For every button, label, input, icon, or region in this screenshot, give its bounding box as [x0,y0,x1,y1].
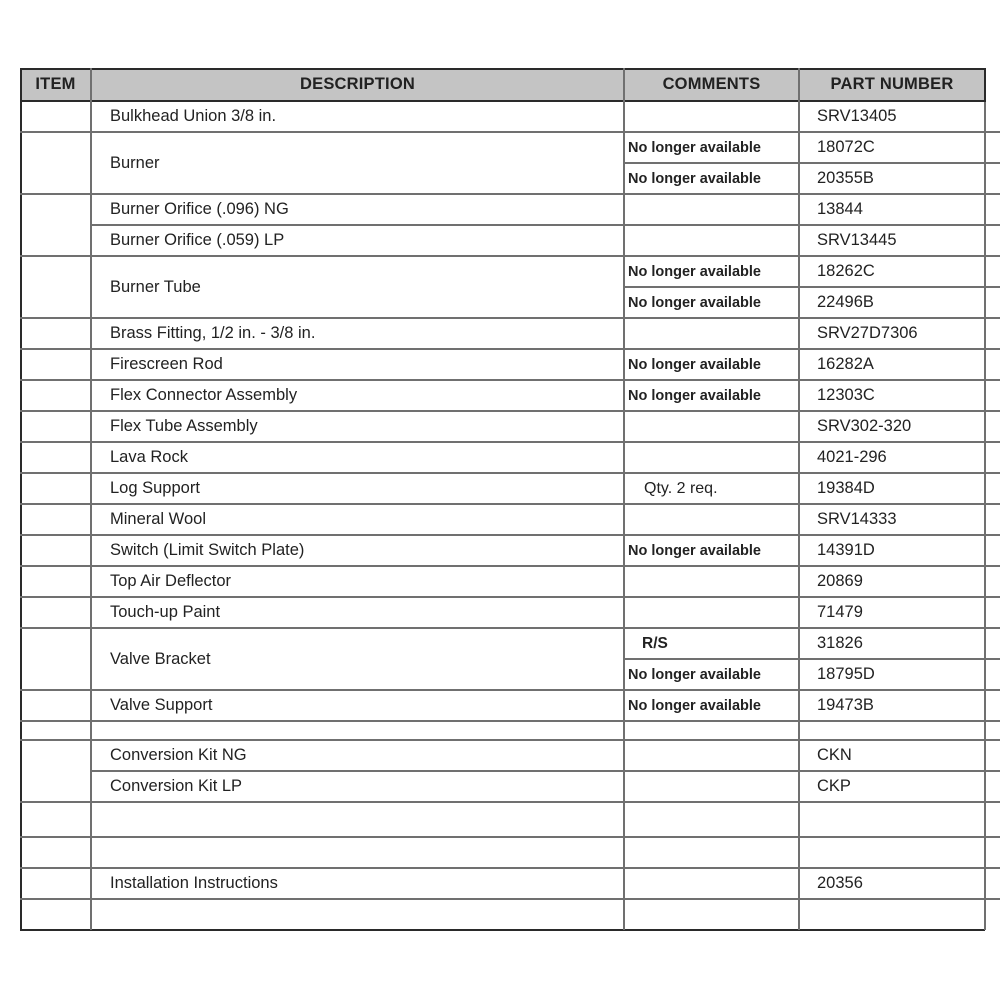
part-number-cell: SRV302-320 [817,417,912,435]
header-bottom-border [20,100,985,102]
comment-cell: Qty. 2 req. [644,479,718,497]
row-divider [91,770,624,772]
part-number-cell: 18795D [817,665,875,683]
row-divider [91,867,624,869]
item-cell [20,287,91,318]
description-cell: Burner Orifice (.096) NG [110,200,289,218]
item-cell [20,771,91,802]
part-number-cell: 71479 [817,603,863,621]
row-divider [624,801,1000,803]
row-divider [20,131,91,133]
part-number-cell: 4021-296 [817,448,887,466]
part-number-cell: 20355B [817,169,874,187]
header-part-number: PART NUMBER [799,68,985,101]
part-number-cell: 12303C [817,386,875,404]
row-divider [91,596,624,598]
part-number-cell [799,837,985,868]
row-divider [20,193,91,195]
item-cell [20,256,91,287]
row-divider [91,379,624,381]
item-cell [20,132,91,163]
comment-cell [624,837,799,868]
part-number-cell: SRV14333 [817,510,897,528]
item-cell [20,597,91,628]
part-number-cell: CKP [817,777,851,795]
description-cell: Brass Fitting, 1/2 in. - 3/8 in. [110,324,316,342]
row-divider [624,410,1000,412]
part-number-cell [799,721,985,740]
comment-cell [624,597,799,628]
comment-cell: R/S [642,634,668,652]
item-cell [20,318,91,349]
item-cell [20,411,91,442]
row-divider [91,739,624,741]
row-divider [624,472,1000,474]
description-cell [91,899,624,930]
row-divider [20,565,91,567]
row-divider [20,689,91,691]
row-divider [91,441,624,443]
comment-cell [624,802,799,837]
row-divider [20,255,91,257]
comment-cell [624,101,799,132]
item-cell [20,566,91,597]
row-divider [20,534,91,536]
description-cell: Log Support [110,479,200,497]
row-divider [624,867,1000,869]
row-divider [20,801,91,803]
row-divider [624,534,1000,536]
row-divider [20,836,91,838]
header-right-border [984,68,986,102]
row-divider [624,627,1000,629]
row-divider [624,770,1000,772]
row-divider [624,720,1000,722]
description-cell: Touch-up Paint [110,603,221,621]
row-divider [91,689,624,691]
row-divider [624,565,1000,567]
part-number-cell: SRV27D7306 [817,324,918,342]
description-cell: Top Air Deflector [110,572,232,590]
row-divider [91,193,624,195]
comment-cell [624,721,799,740]
comment-cell: No longer available [628,542,761,559]
comment-cell: No longer available [628,294,761,311]
row-divider [20,317,91,319]
row-divider [91,131,624,133]
comment-cell [624,442,799,473]
row-divider [91,224,624,226]
row-divider [20,410,91,412]
row-divider [624,162,1000,164]
description-cell: Flex Tube Assembly [110,417,258,435]
item-cell [20,473,91,504]
row-divider [20,348,91,350]
item-cell [20,504,91,535]
description-cell: Switch (Limit Switch Plate) [110,541,305,559]
description-cell: Valve Bracket [110,649,211,668]
row-divider [624,317,1000,319]
row-divider [91,534,624,536]
item-cell [20,721,91,740]
row-divider [91,627,624,629]
comment-cell: No longer available [628,666,761,683]
table-right-border [984,102,986,930]
table-bottom-border [20,929,985,931]
comment-cell: No longer available [628,263,761,280]
item-cell [20,380,91,411]
row-divider [624,286,1000,288]
row-divider [20,627,91,629]
part-number-cell: 22496B [817,293,874,311]
row-divider [624,224,1000,226]
comment-cell [624,771,799,802]
comment-cell: No longer available [628,697,761,714]
row-divider [624,596,1000,598]
row-divider [91,255,624,257]
item-cell [20,899,91,930]
comment-cell: No longer available [628,170,761,187]
part-number-cell: 14391D [817,541,875,559]
part-number-cell: 13844 [817,200,863,218]
item-cell [20,225,91,256]
row-divider [20,739,91,741]
row-divider [624,193,1000,195]
row-divider [624,658,1000,660]
row-divider [20,441,91,443]
description-cell: Conversion Kit NG [110,746,247,764]
description-cell: Firescreen Rod [110,355,223,373]
row-divider [91,836,624,838]
row-divider [624,441,1000,443]
row-divider [91,410,624,412]
row-divider [624,836,1000,838]
item-cell [20,837,91,868]
part-number-cell: 20356 [817,874,863,892]
row-divider [624,131,1000,133]
comment-cell [624,899,799,930]
item-cell [20,740,91,771]
part-number-cell: 18072C [817,138,875,156]
description-cell: Lava Rock [110,448,188,466]
comment-cell [624,740,799,771]
item-cell [20,628,91,659]
item-cell [20,349,91,380]
part-number-cell: 20869 [817,572,863,590]
row-divider [20,720,91,722]
item-cell [20,194,91,225]
row-divider [624,255,1000,257]
table-header-row [20,68,985,101]
item-cell [20,659,91,690]
row-divider [91,348,624,350]
row-divider [91,472,624,474]
row-divider [20,472,91,474]
part-number-cell [799,899,985,930]
row-divider [91,801,624,803]
item-cell [20,535,91,566]
row-divider [20,596,91,598]
row-divider [20,379,91,381]
item-cell [20,442,91,473]
row-divider [20,503,91,505]
description-cell: Burner Tube [110,277,201,296]
description-cell [91,837,624,868]
description-cell: Bulkhead Union 3/8 in. [110,107,277,125]
comment-cell [624,566,799,597]
item-cell [20,802,91,837]
description-cell [91,802,624,837]
part-number-cell: SRV13445 [817,231,897,249]
description-cell: Conversion Kit LP [110,777,243,795]
row-divider [624,348,1000,350]
row-divider [624,689,1000,691]
table-top-border [20,68,985,70]
header-item: ITEM [20,68,91,101]
row-divider [91,317,624,319]
item-cell [20,690,91,721]
row-divider [91,565,624,567]
part-number-cell: 16282A [817,355,874,373]
header-description: DESCRIPTION [91,68,624,101]
comment-cell: No longer available [628,356,761,373]
item-cell [20,868,91,899]
part-number-cell: SRV13405 [817,107,897,125]
comment-cell [624,868,799,899]
part-number-cell: 31826 [817,634,863,652]
part-number-cell: 19473B [817,696,874,714]
header-comments: COMMENTS [624,68,799,101]
description-cell [91,721,624,740]
row-divider [624,739,1000,741]
row-divider [91,720,624,722]
row-divider [20,867,91,869]
item-cell [20,101,91,132]
comment-cell [624,318,799,349]
comment-cell [624,504,799,535]
comment-cell [624,411,799,442]
comment-cell: No longer available [628,387,761,404]
item-cell [20,163,91,194]
description-cell: Burner [110,153,160,172]
row-divider [624,503,1000,505]
row-divider [624,379,1000,381]
description-cell: Burner Orifice (.059) LP [110,231,285,249]
part-number-cell: 19384D [817,479,875,497]
part-number-cell: 18262C [817,262,875,280]
comment-cell: No longer available [628,139,761,156]
description-cell: Mineral Wool [110,510,206,528]
row-divider [91,898,624,900]
comment-cell [624,225,799,256]
row-divider [624,898,1000,900]
description-cell: Installation Instructions [110,874,278,892]
part-number-cell: CKN [817,746,852,764]
comment-cell [624,194,799,225]
description-cell: Valve Support [110,696,213,714]
row-divider [20,898,91,900]
part-number-cell [799,802,985,837]
description-cell: Flex Connector Assembly [110,386,298,404]
row-divider [91,503,624,505]
